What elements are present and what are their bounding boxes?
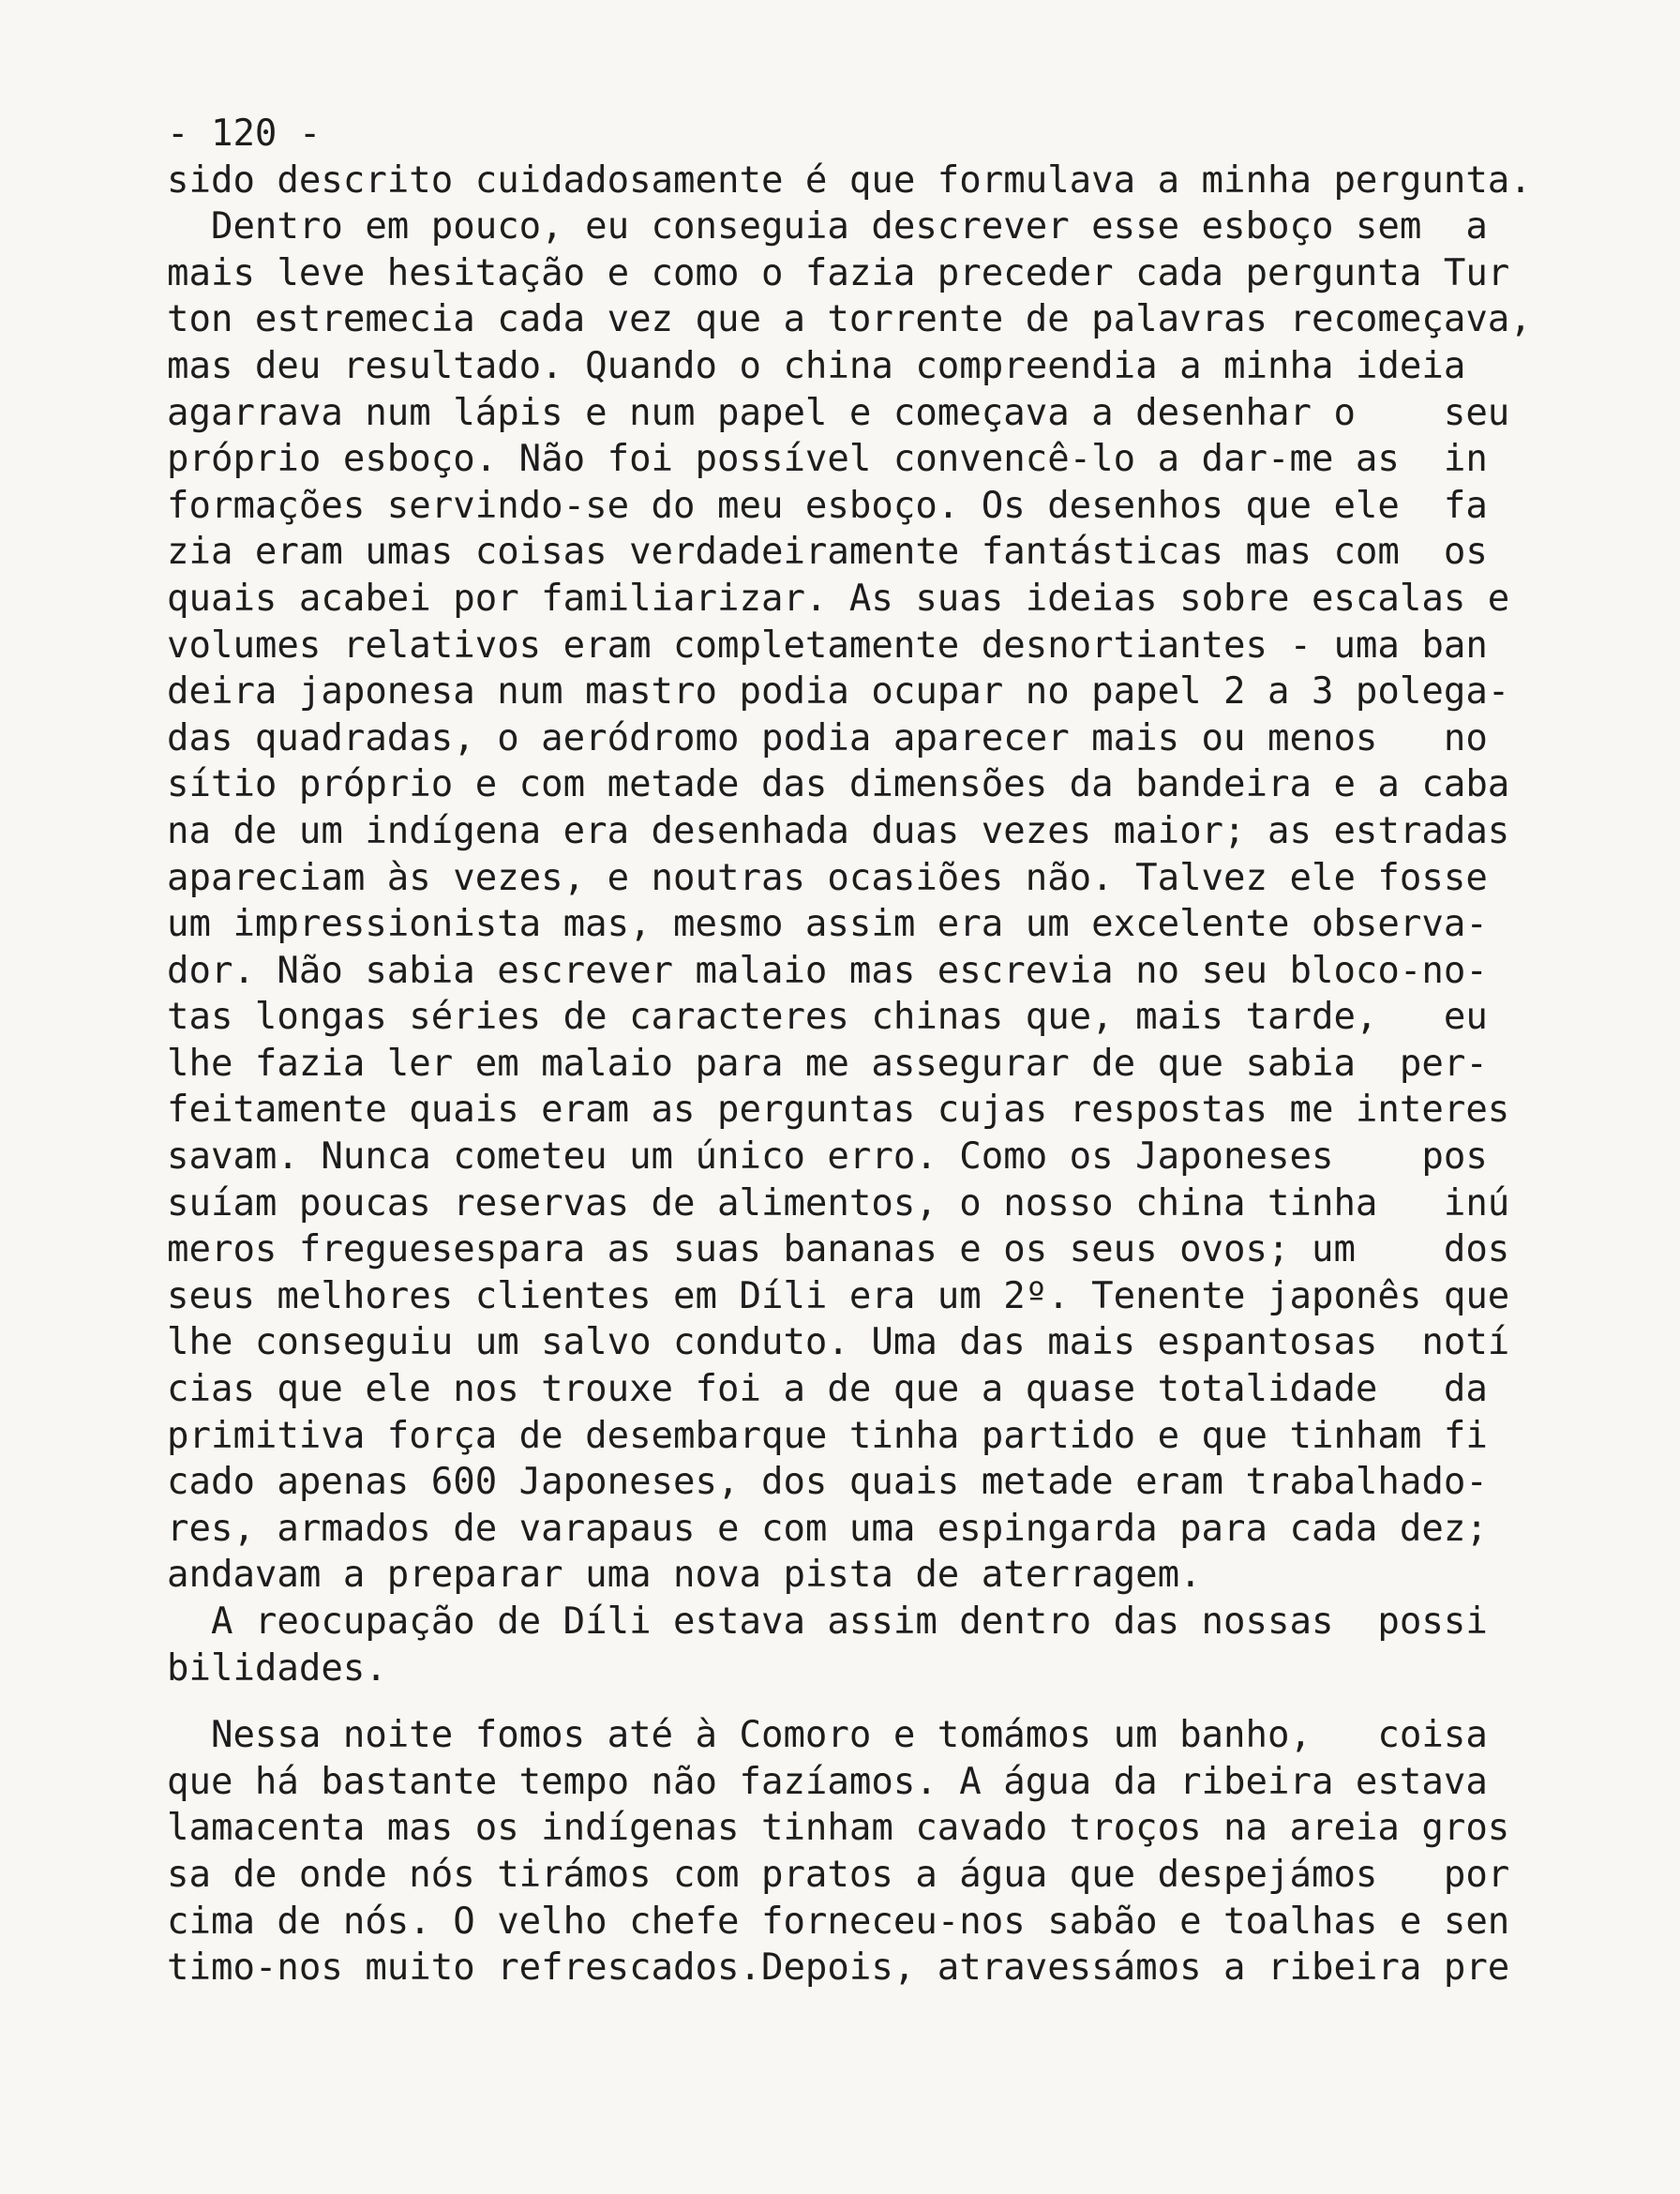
text-line: meros freguesespara as suas bananas e os seus ovos; um dos bbox=[167, 1228, 1510, 1271]
text-line: zia eram umas coisas verdadeiramente fantásticas mas com os bbox=[167, 531, 1488, 574]
text-line: dor. Não sabia escrever malaio mas escrevia no seu bloco-no- bbox=[167, 949, 1488, 992]
text-line: cias que ele nos trouxe foi a de que a quase totalidade da bbox=[167, 1368, 1488, 1411]
text-line: ton estremecia cada vez que a torrente de palavras recomeçava, bbox=[167, 298, 1532, 341]
text-line: sa de onde nós tirámos com pratos a água que despejámos por bbox=[167, 1853, 1510, 1896]
text-line: sido descrito cuidadosamente é que formulava a minha pergunta. bbox=[167, 158, 1532, 202]
text-line: das quadradas, o aeródromo podia aparecer mais ou menos no bbox=[167, 716, 1488, 759]
text-line: formações servindo-se do meu esboço. Os desenhos que ele fa bbox=[167, 484, 1488, 527]
text-line: quais acabei por familiarizar. As suas ideias sobre escalas e bbox=[167, 577, 1510, 620]
text-line: sítio próprio e com metade das dimensões da bandeira e a caba bbox=[167, 763, 1510, 806]
text-line: próprio esboço. Não foi possível convencê-lo a dar-me as in bbox=[167, 438, 1488, 481]
text-line: res, armados de varapaus e com uma espingarda para cada dez; bbox=[167, 1507, 1488, 1550]
text-line: savam. Nunca cometeu um único erro. Como os Japoneses pos bbox=[167, 1135, 1488, 1179]
paragraph-gap bbox=[167, 1691, 1601, 1712]
text-line: cima de nós. O velho chefe forneceu-nos sabão e toalhas e sen bbox=[167, 1900, 1510, 1943]
text-line: deira japonesa num mastro podia ocupar no papel 2 a 3 polega- bbox=[167, 670, 1510, 714]
text-line: agarrava num lápis e num papel e começava a desenhar o seu bbox=[167, 391, 1510, 434]
text-line: primitiva força de desembarque tinha partido e que tinham fi bbox=[167, 1414, 1488, 1457]
text-line: seus melhores clientes em Díli era um 2º. Tenente japonês que bbox=[167, 1274, 1510, 1317]
typed-text-block bbox=[167, 111, 1601, 1991]
text-line: lamacenta mas os indígenas tinham cavado troços na areia gros bbox=[167, 1807, 1510, 1850]
text-line: lhe fazia ler em malaio para me assegurar de que sabia per- bbox=[167, 1042, 1488, 1085]
text-line: tas longas séries de caracteres chinas que, mais tarde, eu bbox=[167, 996, 1488, 1039]
text-line: um impressionista mas, mesmo assim era um excelente observa- bbox=[167, 903, 1488, 946]
text-line: andavam a preparar uma nova pista de aterragem. bbox=[167, 1554, 1202, 1597]
text-line: bilidades. bbox=[167, 1646, 387, 1690]
page-number: - 120 - bbox=[167, 113, 322, 155]
text-line: volumes relativos eram completamente desnortiantes - uma ban bbox=[167, 624, 1488, 667]
text-line: suíam poucas reservas de alimentos, o nosso china tinha inú bbox=[167, 1181, 1510, 1225]
text-line: mais leve hesitação e como o fazia preceder cada pergunta Tur bbox=[167, 251, 1510, 294]
text-line: cado apenas 600 Japoneses, dos quais metade eram trabalhado- bbox=[167, 1461, 1488, 1504]
text-line: mas deu resultado. Quando o china compreendia a minha ideia bbox=[167, 344, 1466, 387]
text-line: timo-nos muito refrescados.Depois, atravessámos a ribeira pre bbox=[167, 1946, 1510, 1990]
text-line: apareciam às vezes, e noutras ocasiões não. Talvez ele fosse bbox=[167, 856, 1488, 899]
text-line: Nessa noite fomos até à Comoro e tomámos um banho, coisa bbox=[167, 1714, 1488, 1757]
text-line: feitamente quais eram as perguntas cujas respostas me interes bbox=[167, 1089, 1510, 1132]
text-line: Dentro em pouco, eu conseguia descrever esse esboço sem a bbox=[167, 205, 1488, 248]
text-line: na de um indígena era desenhada duas vezes maior; as estradas bbox=[167, 809, 1510, 852]
text-line: lhe conseguiu um salvo conduto. Uma das mais espantosas notí bbox=[167, 1321, 1510, 1364]
text-line: que há bastante tempo não fazíamos. A água da ribeira estava bbox=[167, 1760, 1488, 1803]
text-line: A reocupação de Díli estava assim dentro das nossas possi bbox=[167, 1600, 1488, 1643]
